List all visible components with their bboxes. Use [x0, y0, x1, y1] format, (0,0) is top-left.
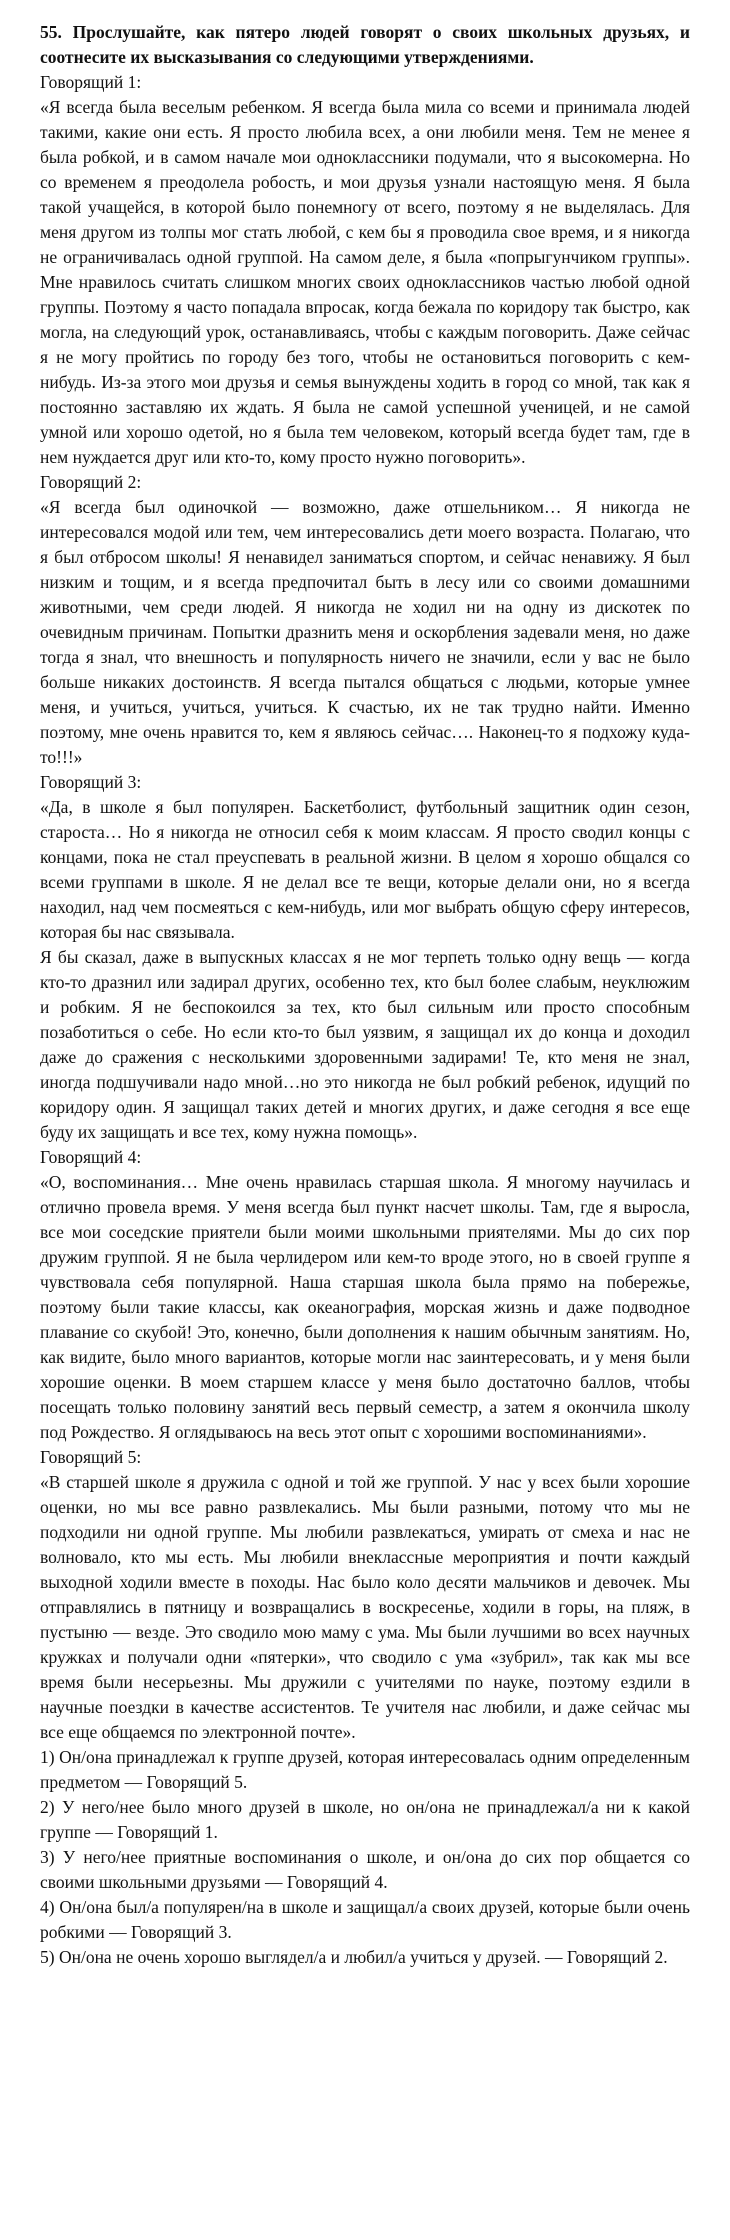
answer-item: 5) Он/она не очень хорошо выглядел/а и любил/а учиться у друзей. — Говорящий 2. [40, 1947, 668, 1967]
speaker-2-text: «Я всегда был одиночкой — возможно, даже отшельником… Я никогда не интересовался модой или тем, чем интересовались дети моего возраста. Полагаю, что я был отбросом школы! Я ненавидел заниматься спортом, и сейчас ненавижу. Я был низким и тощим, и я всегда предпочитал быть в лесу или со своими домашними животными, чем среди людей. Я никогда не ходил ни на одну из дискотек по очевидным причинам. Попытки дразнить меня и оскорбления задевали меня, но даже тогда я знал, что внешность и популярность ничего не значили, если у вас не было больше никаких достоинств. Я всегда пытался общаться с людьми, которые умнее меня, и учиться, учиться, учиться. К счастью, их не так трудно найти. Именно поэтому, мне очень нравится то, кем я являюсь сейчас…. Наконец-то я подхожу куда-то!!!» [40, 497, 690, 767]
speaker-3-label: Говорящий 3: [40, 772, 142, 792]
answer-list [40, 1745, 690, 1970]
speaker-2-label: Говорящий 2: [40, 472, 142, 492]
answer-item: 4) Он/она был/а популярен/на в школе и защищал/а своих друзей, которые были очень робкими — Говорящий 3. [40, 1897, 690, 1942]
task-heading [40, 20, 690, 70]
task-number: 55. [40, 22, 62, 42]
speaker-3-text-1: «Да, в школе я был популярен. Баскетболист, футбольный защитник один сезон, староста… Но я никогда не относил себя к моим классам. Я просто сводил концы с концами, пока не стал преуспевать в реальной жизни. В целом я хорошо общался со всеми группами в школе. Я не делал все те вещи, которые делали они, но я всегда находил, над чем посмеяться с кем-нибудь, или мог выбрать общую сферу интересов, которая бы нас связывала. [40, 797, 690, 942]
speaker-3-text-2: Я бы сказал, даже в выпускных классах я не мог терпеть только одну вещь — когда кто-то дразнил или задирал других, особенно тех, кто был более слабым, неуклюжим и робким. Я не беспокоился за тех, кто был сильным или просто способным позаботиться о себе. Но если кто-то был уязвим, я защищал их до конца и доходил даже до сражения с несколькими здоровенными задирами! Те, кто меня не знал, иногда подшучивали надо мной…но это никогда не был робкий ребенок, идущий по коридору один. Я защищал таких детей и многих других, и даже сегодня я все еще буду их защищать и все тех, кому нужна помощь». [40, 947, 690, 1142]
answer-item: 2) У него/нее было много друзей в школе, но он/она не принадлежал/а ни к какой группе — Говорящий 1. [40, 1797, 690, 1842]
speaker-5-label: Говорящий 5: [40, 1447, 142, 1467]
answer-item: 1) Он/она принадлежал к группе друзей, которая интересовалась одним определенным предметом — Говорящий 5. [40, 1747, 690, 1792]
speaker-4-label: Говорящий 4: [40, 1147, 142, 1167]
speaker-4-text: «О, воспоминания… Мне очень нравилась старшая школа. Я многому научилась и отлично провела время. У меня всегда был пункт насчет школы. Там, где я выросла, все мои соседские приятели были моими школьными приятелями. Мы до сих пор дружим группой. Я не была черлидером или кем-то вроде этого, но в своей группе я чувствовала себя популярной. Наша старшая школа была прямо на побережье, поэтому были такие классы, как океанография, морская жизнь и даже подводное плавание со скубой! Это, конечно, были дополнения к нашим обычным занятиям. Но, как видите, было много вариантов, которые могли нас заинтересовать, и у меня были хорошие оценки. В моем старшем классе у меня было достаточно баллов, чтобы посещать только половину занятий весь первый семестр, а затем я окончила школу под Рождество. Я оглядываюсь на весь этот опыт с хорошими воспоминаниями». [40, 1172, 690, 1442]
speaker-5-text: «В старшей школе я дружила с одной и той же группой. У нас у всех были хорошие оценки, но мы все равно развлекались. Мы были разными, потому что мы не подходили ни одной группе. Мы любили развлекаться, умирать от смеха и нас не волновало, кто мы есть. Мы любили внеклассные мероприятия и почти каждый выходной ходили вместе в походы. Нас было коло десяти мальчиков и девочек. Мы отправлялись в пятницу и возвращались в воскресенье, ходили в горы, на пляж, в пустыню — везде. Это сводило мою маму с ума. Мы были лучшими во всех научных кружках и получали одни «пятерки», что сводило с ума «зубрил», так как мы все время были несерьезны. Мы дружили с учителями по науке, поэтому ездили в научные поездки в качестве ассистентов. Те учителя нас любили, и даже сейчас мы все еще общаемся по электронной почте». [40, 1472, 690, 1742]
speaker-1-text: «Я всегда была веселым ребенком. Я всегда была мила со всеми и принимала людей такими, какие они есть. Я просто любила всех, а они любили меня. Тем не менее я была робкой, и в самом начале мои одноклассники подумали, что я высокомерна. Но со временем я преодолела робость, и мои друзья узнали настоящую меня. Я была такой учащейся, в которой было понемногу от всего, поэтому я не выделялась. Для меня другом из толпы мог стать любой, с кем бы я проводила свое время, и я никогда не ограничивалась одной группой. На самом деле, я была «попрыгунчиком группы». Мне нравилось считать слишком многих своих одноклассников частью любой одной группы. Поэтому я часто попадала впросак, когда бежала по коридору так быстро, как могла, на следующий урок, останавливаясь, чтобы с каждым поговорить. Даже сейчас я не могу пройтись по городу без того, чтобы не остановиться поговорить с кем-нибудь. Из-за этого мои друзья и семья вынуждены ходить в город со мной, так как я постоянно заставляю их ждать. Я была не самой успешной ученицей, и не самой умной или хорошо одетой, но я была тем человеком, который всегда будет там, где в нем нуждается друг или кто-то, кому просто нужно поговорить». [40, 97, 690, 467]
answer-item: 3) У него/нее приятные воспоминания о школе, и он/она до сих пор общается со своими школьными друзьями — Говорящий 4. [40, 1847, 690, 1892]
speaker-1-label: Говорящий 1: [40, 72, 142, 92]
task-instruction: Прослушайте, как пятеро людей говорят о своих школьных друзьях, и соотнесите их высказывания со следующими утверждениями. [40, 22, 690, 67]
